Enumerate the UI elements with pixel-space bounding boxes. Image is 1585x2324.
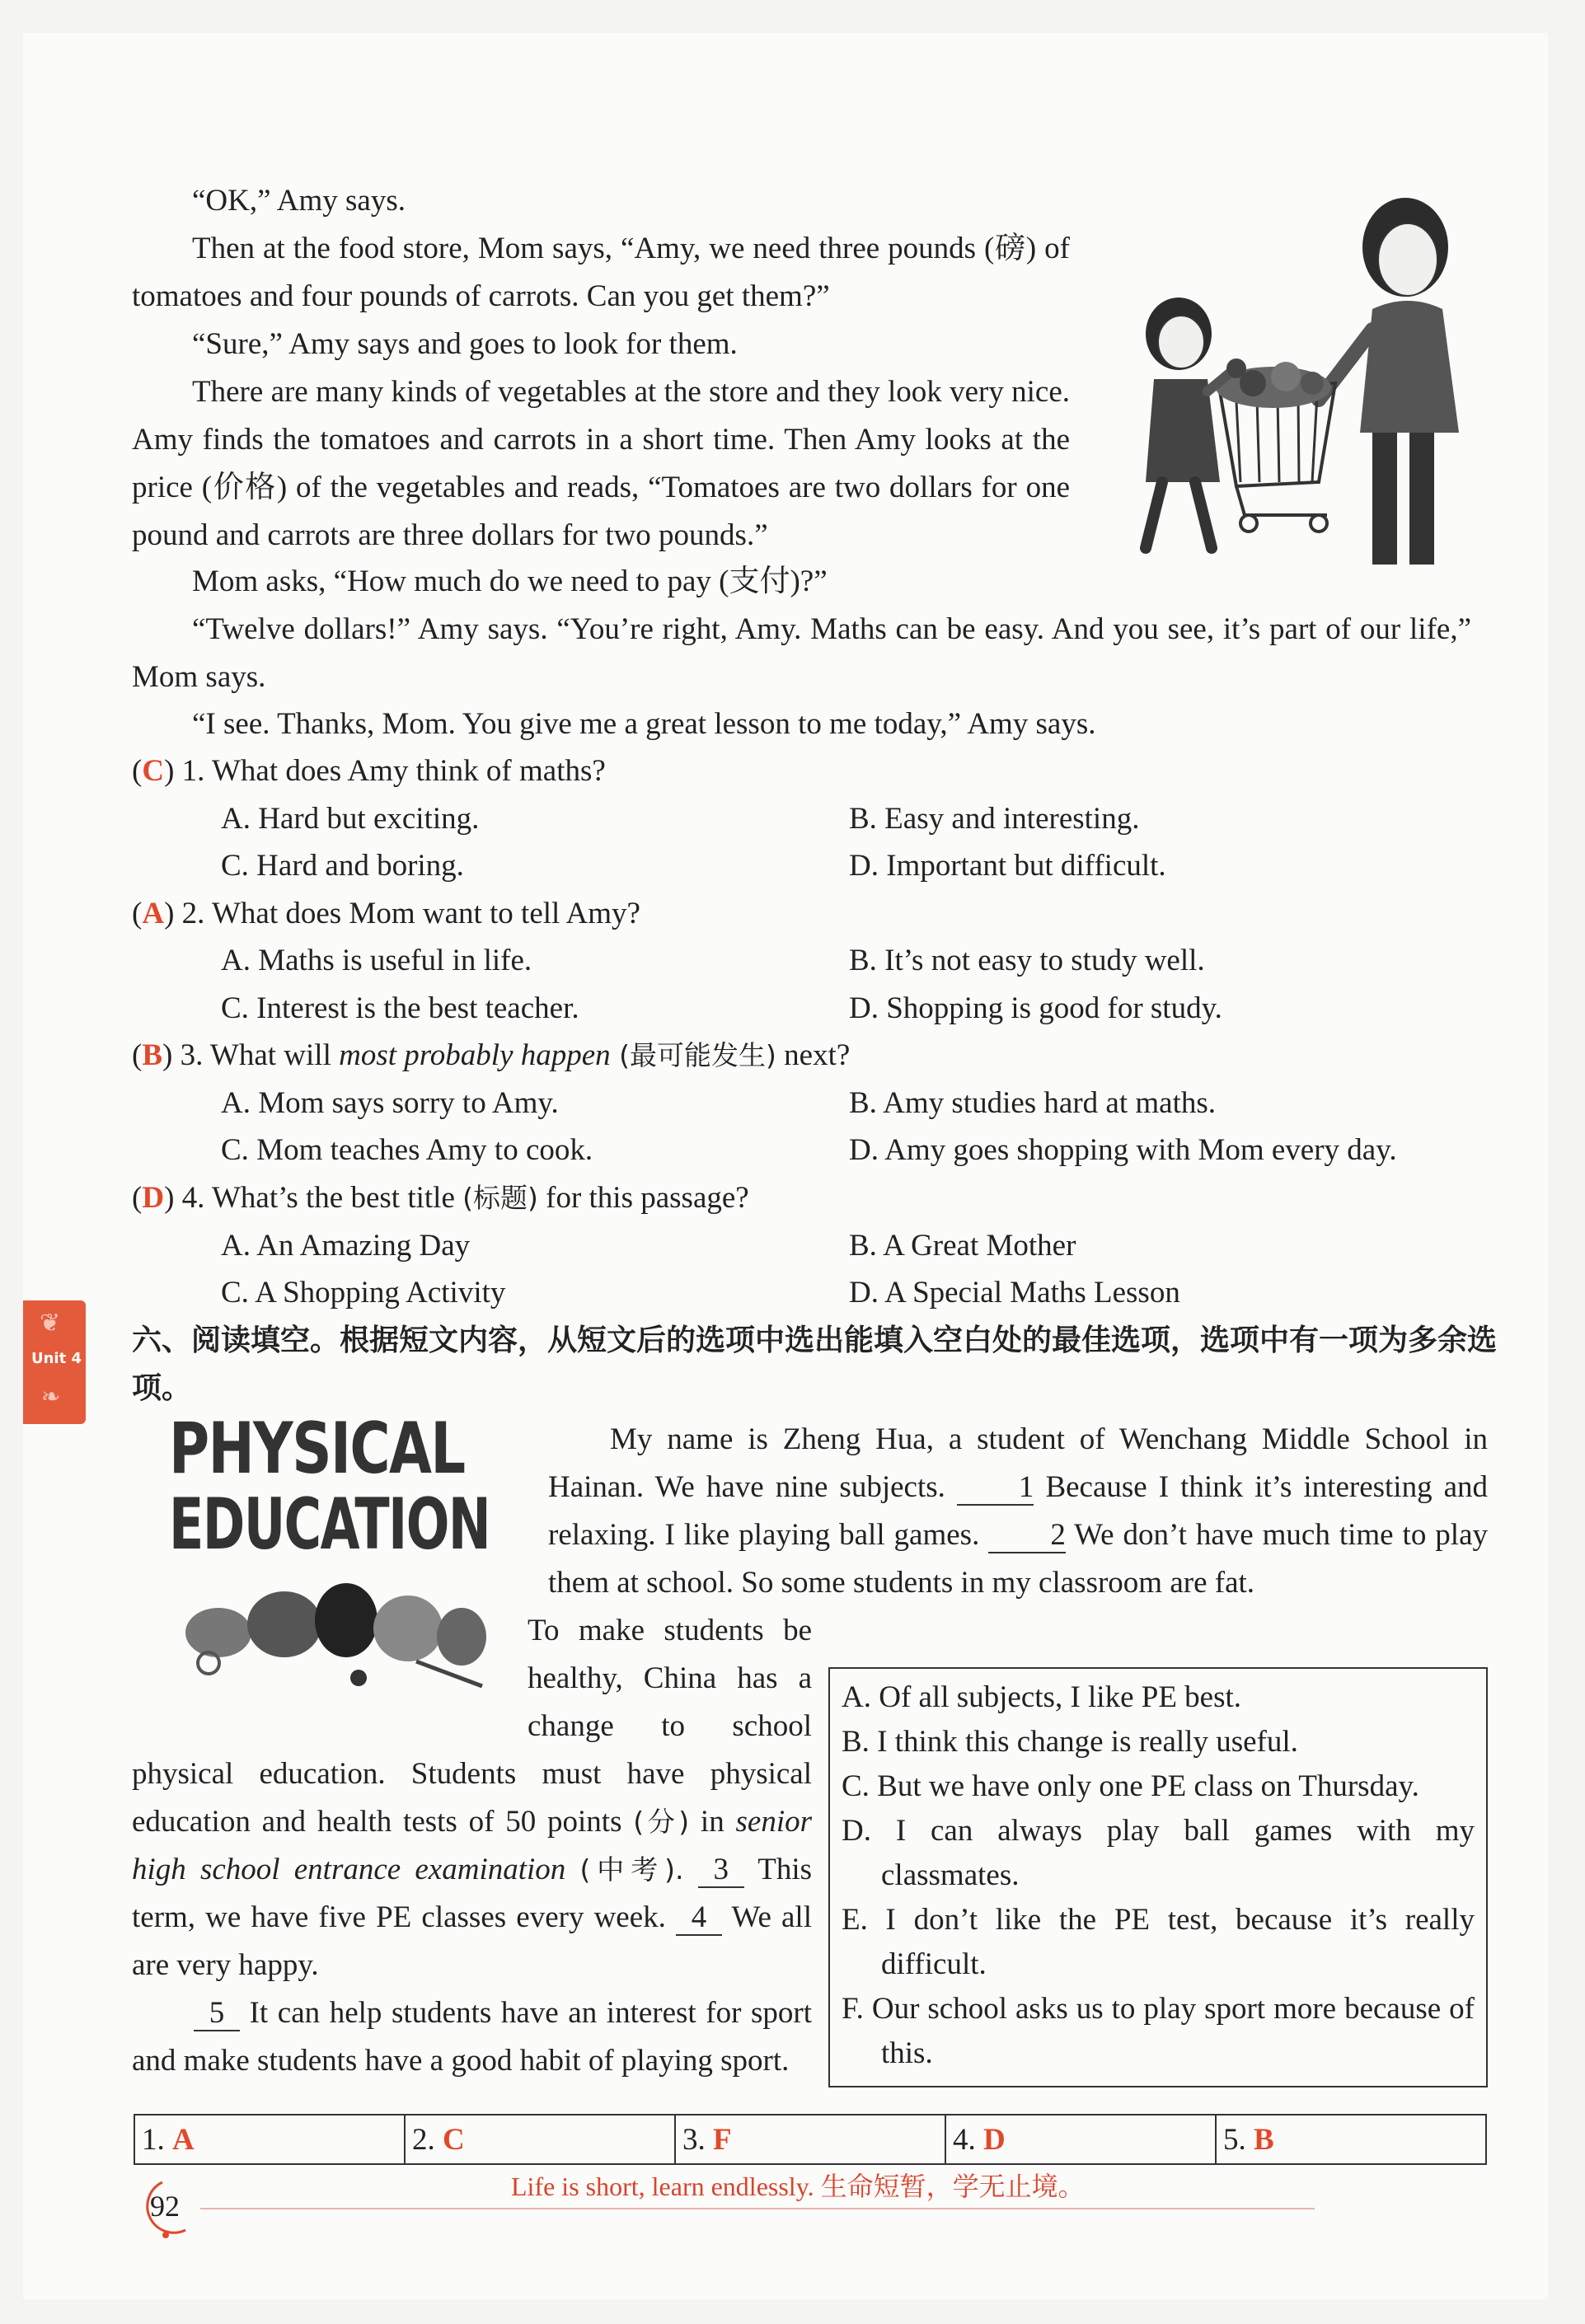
- question-3-option-a: A. Mom says sorry to Amy.: [221, 1086, 559, 1120]
- answer-1: A: [172, 2122, 195, 2157]
- answer-cell-4: [945, 2115, 1216, 2164]
- logo-spacer: [132, 1607, 528, 1708]
- passage-line-3: “Sure,” Amy says and goes to look for them.: [192, 327, 738, 361]
- question-4-stem: 4. What’s the best title: [181, 1181, 463, 1215]
- passage-paragraph-4: There are many kinds of vegetables at the store and they look very nice. Amy finds the tomatoes and carrots in a short time. Then Amy looks at the price (价格) of the vegetables and reads, “Tomatoes are two dollars for one pound and carrots are three dollars for two pounds.”: [132, 375, 1070, 552]
- answer-num-2: 2.: [412, 2122, 435, 2157]
- section-6-heading: 六、阅读填空。根据短文内容，从短文后的选项中选出能填入空白处的最佳选项，选项中有一项为多余选项。: [132, 1324, 1498, 1405]
- question-3-stem-end: next?: [776, 1038, 851, 1072]
- question-2: (A) 2. What does Mom want to tell Amy?: [132, 897, 640, 930]
- answer-num-3: 3.: [682, 2122, 706, 2157]
- question-2-option-a: A. Maths is useful in life.: [221, 944, 532, 977]
- question-4-option-b: B. A Great Mother: [849, 1229, 1076, 1263]
- question-3-option-b: B. Amy studies hard at maths.: [849, 1086, 1216, 1120]
- answer-4: D: [983, 2122, 1006, 2157]
- blank-5: 5: [194, 1997, 240, 2031]
- blank-1: 1: [957, 1471, 1034, 1506]
- passage-line-5: Mom asks, “How much do we need to pay (支付)?”: [192, 565, 828, 598]
- passage-paragraph-2: Then at the food store, Mom says, “Amy, we need three pounds (磅) of tomatoes and four pounds of carrots. Can you get them?”: [132, 232, 1070, 313]
- option-c: C. But we have only one PE class on Thursday.: [842, 1769, 1419, 1803]
- question-1-answer: C: [142, 754, 165, 788]
- question-1-option-b: B. Easy and interesting.: [849, 802, 1140, 836]
- option-a: A. Of all subjects, I like PE best.: [842, 1680, 1242, 1714]
- question-3-option-d: D. Amy goes shopping with Mom every day.: [849, 1133, 1397, 1167]
- answer-cell-3: [675, 2115, 945, 2164]
- question-1-option-d: D. Important but difficult.: [849, 849, 1166, 883]
- unit-side-tab: [23, 1300, 86, 1424]
- answer-2: C: [443, 2122, 465, 2157]
- section-6-paragraph-2-part-b: This term, we have five PE classes every week.: [132, 1853, 812, 1934]
- section-6-paragraph-2-part-a: To make students be healthy, China has a change to school physical education. Students must have physical education and health tests of 50 points: [132, 1614, 812, 1839]
- question-3-answer: B: [142, 1038, 163, 1072]
- answer-cell-5: [1216, 2115, 1486, 2164]
- options-box: [828, 1667, 1488, 2087]
- answer-num-1: 1.: [142, 2122, 165, 2157]
- section-6-paragraph-1-part-a: My name is Zheng Hua, a student of Wenchang Middle School in Hainan. We have nine subjects.: [548, 1422, 1488, 1504]
- exam-term: senior high school entrance examination: [132, 1805, 813, 1886]
- option-e: E. I don’t like the PE test, because it’s really difficult.: [842, 1903, 1475, 1981]
- question-4-option-d: D. A Special Maths Lesson: [849, 1276, 1180, 1310]
- footer-motto: Life is short, learn endlessly. 生命短暂，学无止境。: [511, 2172, 1085, 2201]
- shopping-illustration: [1096, 185, 1525, 597]
- question-4-stem-end: for this passage?: [537, 1181, 749, 1215]
- answer-3: F: [713, 2122, 732, 2157]
- blank-4: 4: [676, 1901, 722, 1936]
- answer-num-5: 5.: [1223, 2122, 1246, 2157]
- exam-gloss: (中考).: [579, 1853, 684, 1886]
- question-3: (B) 3. What will most probably happen (最可能发生) next?: [132, 1038, 851, 1072]
- swirl-icon: ❧: [41, 1385, 61, 1410]
- answer-num-4: 4.: [953, 2122, 976, 2157]
- answer-cell-2: [405, 2115, 675, 2164]
- question-3-option-c: C. Mom teaches Amy to cook.: [221, 1133, 593, 1167]
- answer-cell-1: [134, 2115, 405, 2164]
- question-1-option-c: C. Hard and boring.: [221, 849, 464, 883]
- blank-3: 3: [698, 1853, 744, 1888]
- question-1-stem: 1. What does Amy think of maths?: [181, 754, 606, 788]
- question-3-stem-gloss: (最可能发生): [610, 1039, 776, 1071]
- section-6-paragraph-3: It can help students have an interest for sport and make students have a good habit of playing sport.: [132, 1996, 813, 2078]
- section-6-paragraph-1-part-b: Because I think it’s interesting and relaxing. I like playing ball games.: [548, 1470, 1489, 1552]
- pe-logo-line-2: EDUCATION: [169, 1483, 490, 1566]
- question-4-option-a: A. An Amazing Day: [221, 1229, 471, 1263]
- option-b: B. I think this change is really useful.: [842, 1725, 1298, 1759]
- option-f: F. Our school asks us to play sport more because of this.: [842, 1992, 1475, 2070]
- question-2-answer: A: [142, 897, 165, 930]
- passage-line-7: “I see. Thanks, Mom. You give me a great lesson to me today,” Amy says.: [192, 707, 1096, 741]
- passage-line-1: “OK,” Amy says.: [192, 184, 406, 218]
- page-number: 92: [150, 2190, 180, 2223]
- section-6-paragraph-1: [548, 1416, 1488, 1607]
- question-1: (C) 1. What does Amy think of maths?: [132, 754, 606, 788]
- section-6-paragraph-2-in: in: [689, 1805, 736, 1839]
- question-1-option-a: A. Hard but exciting.: [221, 802, 480, 836]
- question-4: (D) 4. What’s the best title (标题) for this passage?: [132, 1181, 749, 1215]
- wing-icon: ❦: [40, 1310, 61, 1337]
- section-6-paragraph-1-part-c: We don’t have much time to play them at school. So some students in my classroom are fat.: [548, 1518, 1488, 1600]
- passage-paragraph-6: “Twelve dollars!” Amy says. “You’re right, Amy. Maths can be easy. And you see, it’s part of our life,” Mom says.: [132, 612, 1471, 694]
- answer-5: B: [1254, 2122, 1274, 2157]
- blank-2: 2: [988, 1519, 1066, 1553]
- pe-logo-line-1: PHYSICAL: [169, 1408, 465, 1490]
- question-2-option-d: D. Shopping is good for study.: [849, 991, 1222, 1025]
- question-4-answer: D: [142, 1181, 165, 1215]
- question-4-option-c: C. A Shopping Activity: [221, 1276, 506, 1310]
- question-2-option-c: C. Interest is the best teacher.: [221, 991, 579, 1025]
- unit-label: Unit 4: [31, 1350, 82, 1367]
- option-d: D. I can always play ball games with my classmates.: [842, 1814, 1475, 1892]
- question-3-stem: 3. What will: [180, 1038, 340, 1072]
- question-2-option-b: B. It’s not easy to study well.: [849, 944, 1205, 977]
- answer-table: [134, 2114, 1487, 2165]
- section-6-paragraph-2-part-c: We all are very happy.: [132, 1900, 812, 1982]
- question-4-stem-gloss: (标题): [462, 1182, 538, 1214]
- question-2-stem: 2. What does Mom want to tell Amy?: [181, 897, 640, 930]
- question-3-stem-italic: most probably happen: [339, 1038, 611, 1072]
- points-gloss: (分): [633, 1806, 690, 1838]
